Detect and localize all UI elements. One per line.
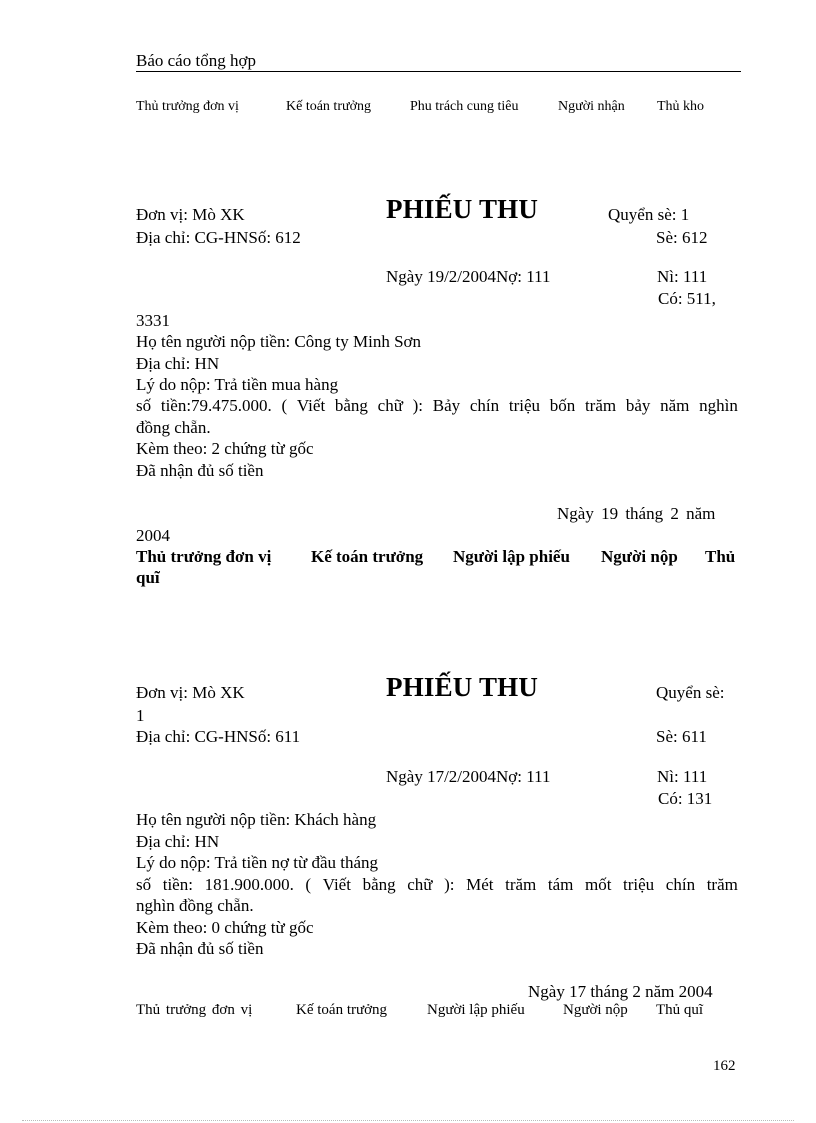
amount-word: chín xyxy=(469,396,500,415)
amount-word: mốt xyxy=(584,875,612,894)
receipt-payer-address: Địa chỉ: HN xyxy=(136,354,220,373)
receipt-signature-cashier-cont: quĩ xyxy=(136,568,160,587)
page-bottom-dotted-rule xyxy=(22,1120,794,1121)
amount-word: bằng xyxy=(334,396,368,415)
receipt-date-debit: Ngày 17/2/2004Nợ: 111 xyxy=(386,767,551,786)
receipt-signature-payer: Người nộp xyxy=(601,547,678,566)
receipt-attached: Kèm theo: 2 chứng từ gốc xyxy=(136,439,314,458)
receipt-sign-year: 2004 xyxy=(136,526,170,545)
receipt-sign-date: Ngày 17 tháng 2 năm 2004 xyxy=(528,982,713,1001)
receipt-credit: Có: 511, xyxy=(658,289,716,308)
amount-word: ( xyxy=(281,396,288,415)
header-signature-storekeeper: Thủ kho xyxy=(657,99,705,114)
header-signature-head: Thủ trưởng đơn vị xyxy=(136,99,239,114)
receipt-ni: Nì: 111 xyxy=(657,267,708,286)
amount-word: Viết xyxy=(322,875,351,894)
receipt-attached: Kèm theo: 0 chứng từ gốc xyxy=(136,918,314,937)
amount-word: chín xyxy=(665,875,696,894)
amount-word: tám xyxy=(547,875,574,894)
receipt-unit: Đơn vị: Mò XK xyxy=(136,683,245,702)
amount-word: bốn xyxy=(549,396,576,415)
receipt-book-cont: 1 xyxy=(136,706,145,725)
page-number: 162 xyxy=(713,1058,736,1074)
receipt-signature-head: Thủ trưởng đơn vị xyxy=(136,1002,253,1018)
header-signature-accountant: Kế toán trưởng xyxy=(286,99,371,114)
receipt-payer-address: Địa chỉ: HN xyxy=(136,832,220,851)
receipt-date-debit: Ngày 19/2/2004Nợ: 111 xyxy=(386,267,551,286)
header-signature-supply: Phu trách cung tiêu xyxy=(410,99,519,114)
receipt-credit: Có: 131 xyxy=(658,789,713,808)
amount-word: bảy xyxy=(625,396,651,415)
receipt-ni: Nì: 111 xyxy=(657,767,708,786)
amount-word: Viết xyxy=(296,396,326,415)
receipt-credit-cont: 3331 xyxy=(136,311,170,330)
receipt-received: Đã nhận đủ số tiền xyxy=(136,939,264,958)
amount-word: năm xyxy=(660,396,690,415)
receipt-reason: Lý do nộp: Trả tiền mua hàng xyxy=(136,375,339,394)
amount-word: bằng xyxy=(362,875,396,894)
receipt-serial: Sè: 611 xyxy=(656,727,707,746)
receipt-address-number: Địa chỉ: CG-HNSố: 612 xyxy=(136,228,301,247)
receipt-book: Quyển sè: 1 xyxy=(608,205,690,224)
amount-word: số xyxy=(136,396,152,415)
amount-word: triệu xyxy=(508,396,541,415)
receipt-amount-line-2: đồng chẵn. xyxy=(136,418,211,437)
receipt-unit: Đơn vị: Mò XK xyxy=(136,205,245,224)
amount-word: Bảy xyxy=(432,396,461,415)
amount-word: 181.900.000. xyxy=(204,875,294,894)
amount-word: tiền:79.475.000. xyxy=(160,396,272,415)
receipt-payer: Họ tên người nộp tiền: Công ty Minh Sơn xyxy=(136,332,422,351)
amount-word: trăm xyxy=(706,875,738,894)
receipt-title: PHIẾU THU xyxy=(386,194,539,224)
receipt-title: PHIẾU THU xyxy=(386,672,539,702)
receipt-received: Đã nhận đủ số tiền xyxy=(136,461,264,480)
receipt-signature-head: Thủ trưởng đơn vị xyxy=(136,547,272,566)
receipt-amount-line-1 xyxy=(136,397,738,414)
page-header-title: Báo cáo tổng hợp xyxy=(136,51,256,70)
amount-word: triệu xyxy=(623,875,655,894)
amount-word: ): xyxy=(444,875,455,894)
receipt-signature-payer: Người nộp xyxy=(563,1002,628,1018)
header-rule xyxy=(136,71,741,72)
receipt-reason: Lý do nộp: Trả tiền nợ từ đầu tháng xyxy=(136,853,379,872)
receipt-amount-line-2: nghìn đồng chẵn. xyxy=(136,896,254,915)
amount-word: nghìn xyxy=(699,396,738,415)
receipt-signature-accountant: Kế toán trưởng xyxy=(296,1002,388,1018)
receipt-signature-cashier: Thủ quĩ xyxy=(656,1002,704,1018)
receipt-address-number: Địa chỉ: CG-HNSố: 611 xyxy=(136,727,301,746)
receipt-sign-date: Ngày 19 tháng 2 năm xyxy=(557,504,716,523)
amount-word: tiền: xyxy=(162,875,193,894)
receipt-signature-preparer: Người lập phiếu xyxy=(427,1002,525,1018)
amount-word: chữ xyxy=(407,875,433,894)
receipt-signature-cashier: Thủ xyxy=(705,547,736,566)
amount-word: trăm xyxy=(505,875,537,894)
receipt-payer: Họ tên người nộp tiền: Khách hàng xyxy=(136,810,377,829)
receipt-signature-preparer: Người lập phiếu xyxy=(453,547,570,566)
amount-word: chữ xyxy=(377,396,403,415)
amount-word: số xyxy=(136,875,152,894)
amount-word: trăm xyxy=(584,396,617,415)
header-signature-receiver: Người nhận xyxy=(558,99,625,114)
amount-word: ): xyxy=(412,396,424,415)
amount-word: ( xyxy=(305,875,312,894)
receipt-serial: Sè: 612 xyxy=(656,228,708,247)
receipt-book: Quyển sè: xyxy=(656,683,725,702)
receipt-signature-accountant: Kế toán trưởng xyxy=(311,547,424,566)
amount-word: Mét xyxy=(466,875,494,894)
receipt-amount-line-1 xyxy=(136,876,738,893)
